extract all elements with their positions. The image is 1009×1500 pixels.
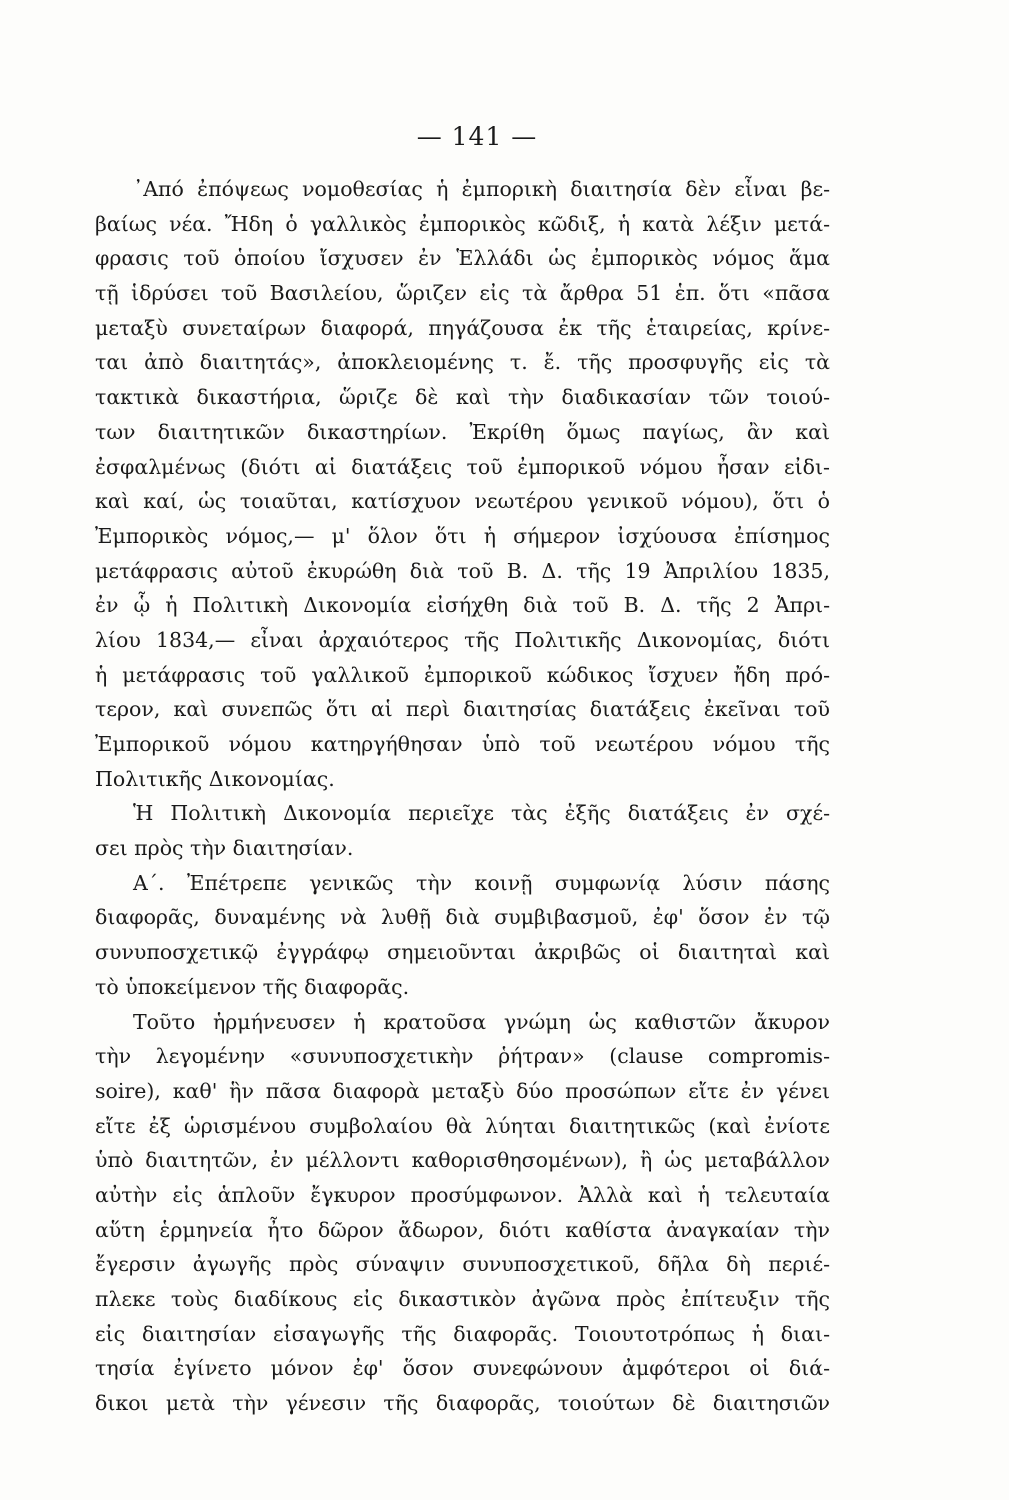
- text-line: τῇ ἱδρύσει τοῦ Βασιλείου, ὥριζεν εἰς τὰ ἄρθρα 51 ἑπ. ὅτι «πᾶσα: [95, 281, 830, 306]
- text-line: ἔγερσιν ἀγωγῆς πρὸς σύναψιν συνυποσχετικοῦ, δῆλα δὴ περιέ-: [95, 1252, 830, 1277]
- text-line: δικοι μετὰ τὴν γένεσιν τῆς διαφορᾶς, τοιούτων δὲ διαιτησιῶν: [95, 1391, 830, 1416]
- text-line: τησία ἐγίνετο μόνον ἐφ' ὅσον συνεφώνουν ἀμφότεροι οἱ διά-: [95, 1356, 830, 1381]
- text-line: διαφορᾶς, δυναμένης νὰ λυθῇ διὰ συμβιβασμοῦ, ἐφ' ὅσον ἐν τῷ: [95, 905, 830, 930]
- text-line: Α΄. Ἐπέτρεπε γενικῶς τὴν κοινῇ συμφωνίᾳ λύσιν πάσης: [133, 870, 830, 895]
- text-line: Πολιτικῆς Δικονομίας.: [95, 766, 335, 791]
- text-line: τακτικὰ δικαστήρια, ὥριζε δὲ καὶ τὴν διαδικασίαν τῶν τοιού-: [95, 385, 830, 410]
- text-line: ᾿Από ἐπόψεως νομοθεσίας ἡ ἐμπορικὴ διαιτησία δὲν εἶναι βε-: [133, 177, 830, 201]
- text-line: βαίως νέα. Ἤδη ὁ γαλλικὸς ἐμπορικὸς κῶδιξ, ἡ κατὰ λέξιν μετά-: [95, 211, 830, 236]
- text-line: μεταξὺ συνεταίρων διαφορά, πηγάζουσα ἐκ τῆς ἑταιρείας, κρίνε-: [95, 315, 830, 340]
- text-line: Ἐμπορικὸς νόμος,— μ' ὅλον ὅτι ἡ σήμερον ἰσχύουσα ἐπίσημος: [95, 523, 830, 548]
- text-line: τὸ ὑποκείμενον τῆς διαφορᾶς.: [95, 974, 410, 999]
- text-line: σει πρὸς τὴν διαιτησίαν.: [95, 836, 354, 861]
- text-line: ἡ μετάφρασις τοῦ γαλλικοῦ ἐμπορικοῦ κώδικος ἴσχυεν ἤδη πρό-: [95, 662, 830, 687]
- body-text: [95, 172, 830, 1421]
- text-line: Τοῦτο ἡρμήνευσεν ἡ κρατοῦσα γνώμη ὡς καθιστῶν ἄκυρον: [133, 1009, 830, 1034]
- text-line: καὶ καί, ὡς τοιαῦται, κατίσχυον νεωτέρου γενικοῦ νόμου), ὅτι ὁ: [95, 489, 830, 514]
- text-line: soire), καθ' ἣν πᾶσα διαφορὰ μεταξὺ δύο προσώπων εἴτε ἐν γένει: [95, 1078, 830, 1103]
- text-line: αὕτη ἑρμηνεία ἦτο δῶρον ἄδωρον, διότι καθίστα ἀναγκαίαν τὴν: [95, 1217, 830, 1242]
- text-line: ἐν ᾧ ἡ Πολιτικὴ Δικονομία εἰσήχθη διὰ τοῦ Β. Δ. τῆς 2 Ἀπρι-: [95, 593, 830, 618]
- text-line: εἴτε ἐξ ὡρισμένου συμβολαίου θὰ λύηται διαιτητικῶς (καὶ ἐνίοτε: [95, 1113, 830, 1138]
- text-line: εἰς διαιτησίαν εἰσαγωγῆς τῆς διαφορᾶς. Τοιουτοτρόπως ἡ διαι-: [95, 1321, 830, 1346]
- page-number: — 141 —: [416, 122, 538, 151]
- text-line: μετάφρασις αὐτοῦ ἐκυρώθη διὰ τοῦ Β. Δ. τῆς 19 Ἀπριλίου 1835,: [95, 558, 830, 583]
- text-line: πλεκε τοὺς διαδίκους εἰς δικαστικὸν ἀγῶνα πρὸς ἐπίτευξιν τῆς: [95, 1287, 830, 1311]
- text-line: τὴν λεγομένην «συνυποσχετικὴν ῥήτραν» (clause compromis-: [95, 1044, 830, 1069]
- text-line: συνυποσχετικῷ ἐγγράφῳ σημειοῦνται ἀκριβῶς οἱ διαιτηταὶ καὶ: [95, 940, 830, 965]
- text-line: Ἐμπορικοῦ νόμου κατηργήθησαν ὑπὸ τοῦ νεωτέρου νόμου τῆς: [95, 732, 830, 756]
- text-line: φρασις τοῦ ὁποίου ἴσχυσεν ἐν Ἑλλάδι ὡς ἐμπορικὸς νόμος ἅμα: [95, 246, 830, 271]
- text-line: ὑπὸ διαιτητῶν, ἐν μέλλοντι καθορισθησομένων), ἢ ὡς μεταβάλλον: [95, 1148, 830, 1173]
- text-line: τερον, καὶ συνεπῶς ὅτι αἱ περὶ διαιτησίας διατάξεις ἐκεῖναι τοῦ: [95, 697, 830, 722]
- text-line: Ἡ Πολιτικὴ Δικονομία περιεῖχε τὰς ἑξῆς διατάξεις ἐν σχέ-: [133, 801, 830, 826]
- text-line: ἐσφαλμένως (διότι αἱ διατάξεις τοῦ ἐμπορικοῦ νόμου ἦσαν εἰδι-: [95, 454, 830, 479]
- text-line: ται ἀπὸ διαιτητάς», ἀποκλειομένης τ. ἔ. τῆς προσφυγῆς εἰς τὰ: [95, 350, 830, 375]
- text-line: λίου 1834,— εἶναι ἀρχαιότερος τῆς Πολιτικῆς Δικονομίας, διότι: [95, 627, 830, 652]
- text-line: των διαιτητικῶν δικαστηρίων. Ἐκρίθη ὅμως παγίως, ἂν καὶ: [95, 419, 830, 444]
- text-line: αὐτὴν εἰς ἁπλοῦν ἔγκυρον προσύμφωνον. Ἀλλὰ καὶ ἡ τελευταία: [95, 1182, 830, 1207]
